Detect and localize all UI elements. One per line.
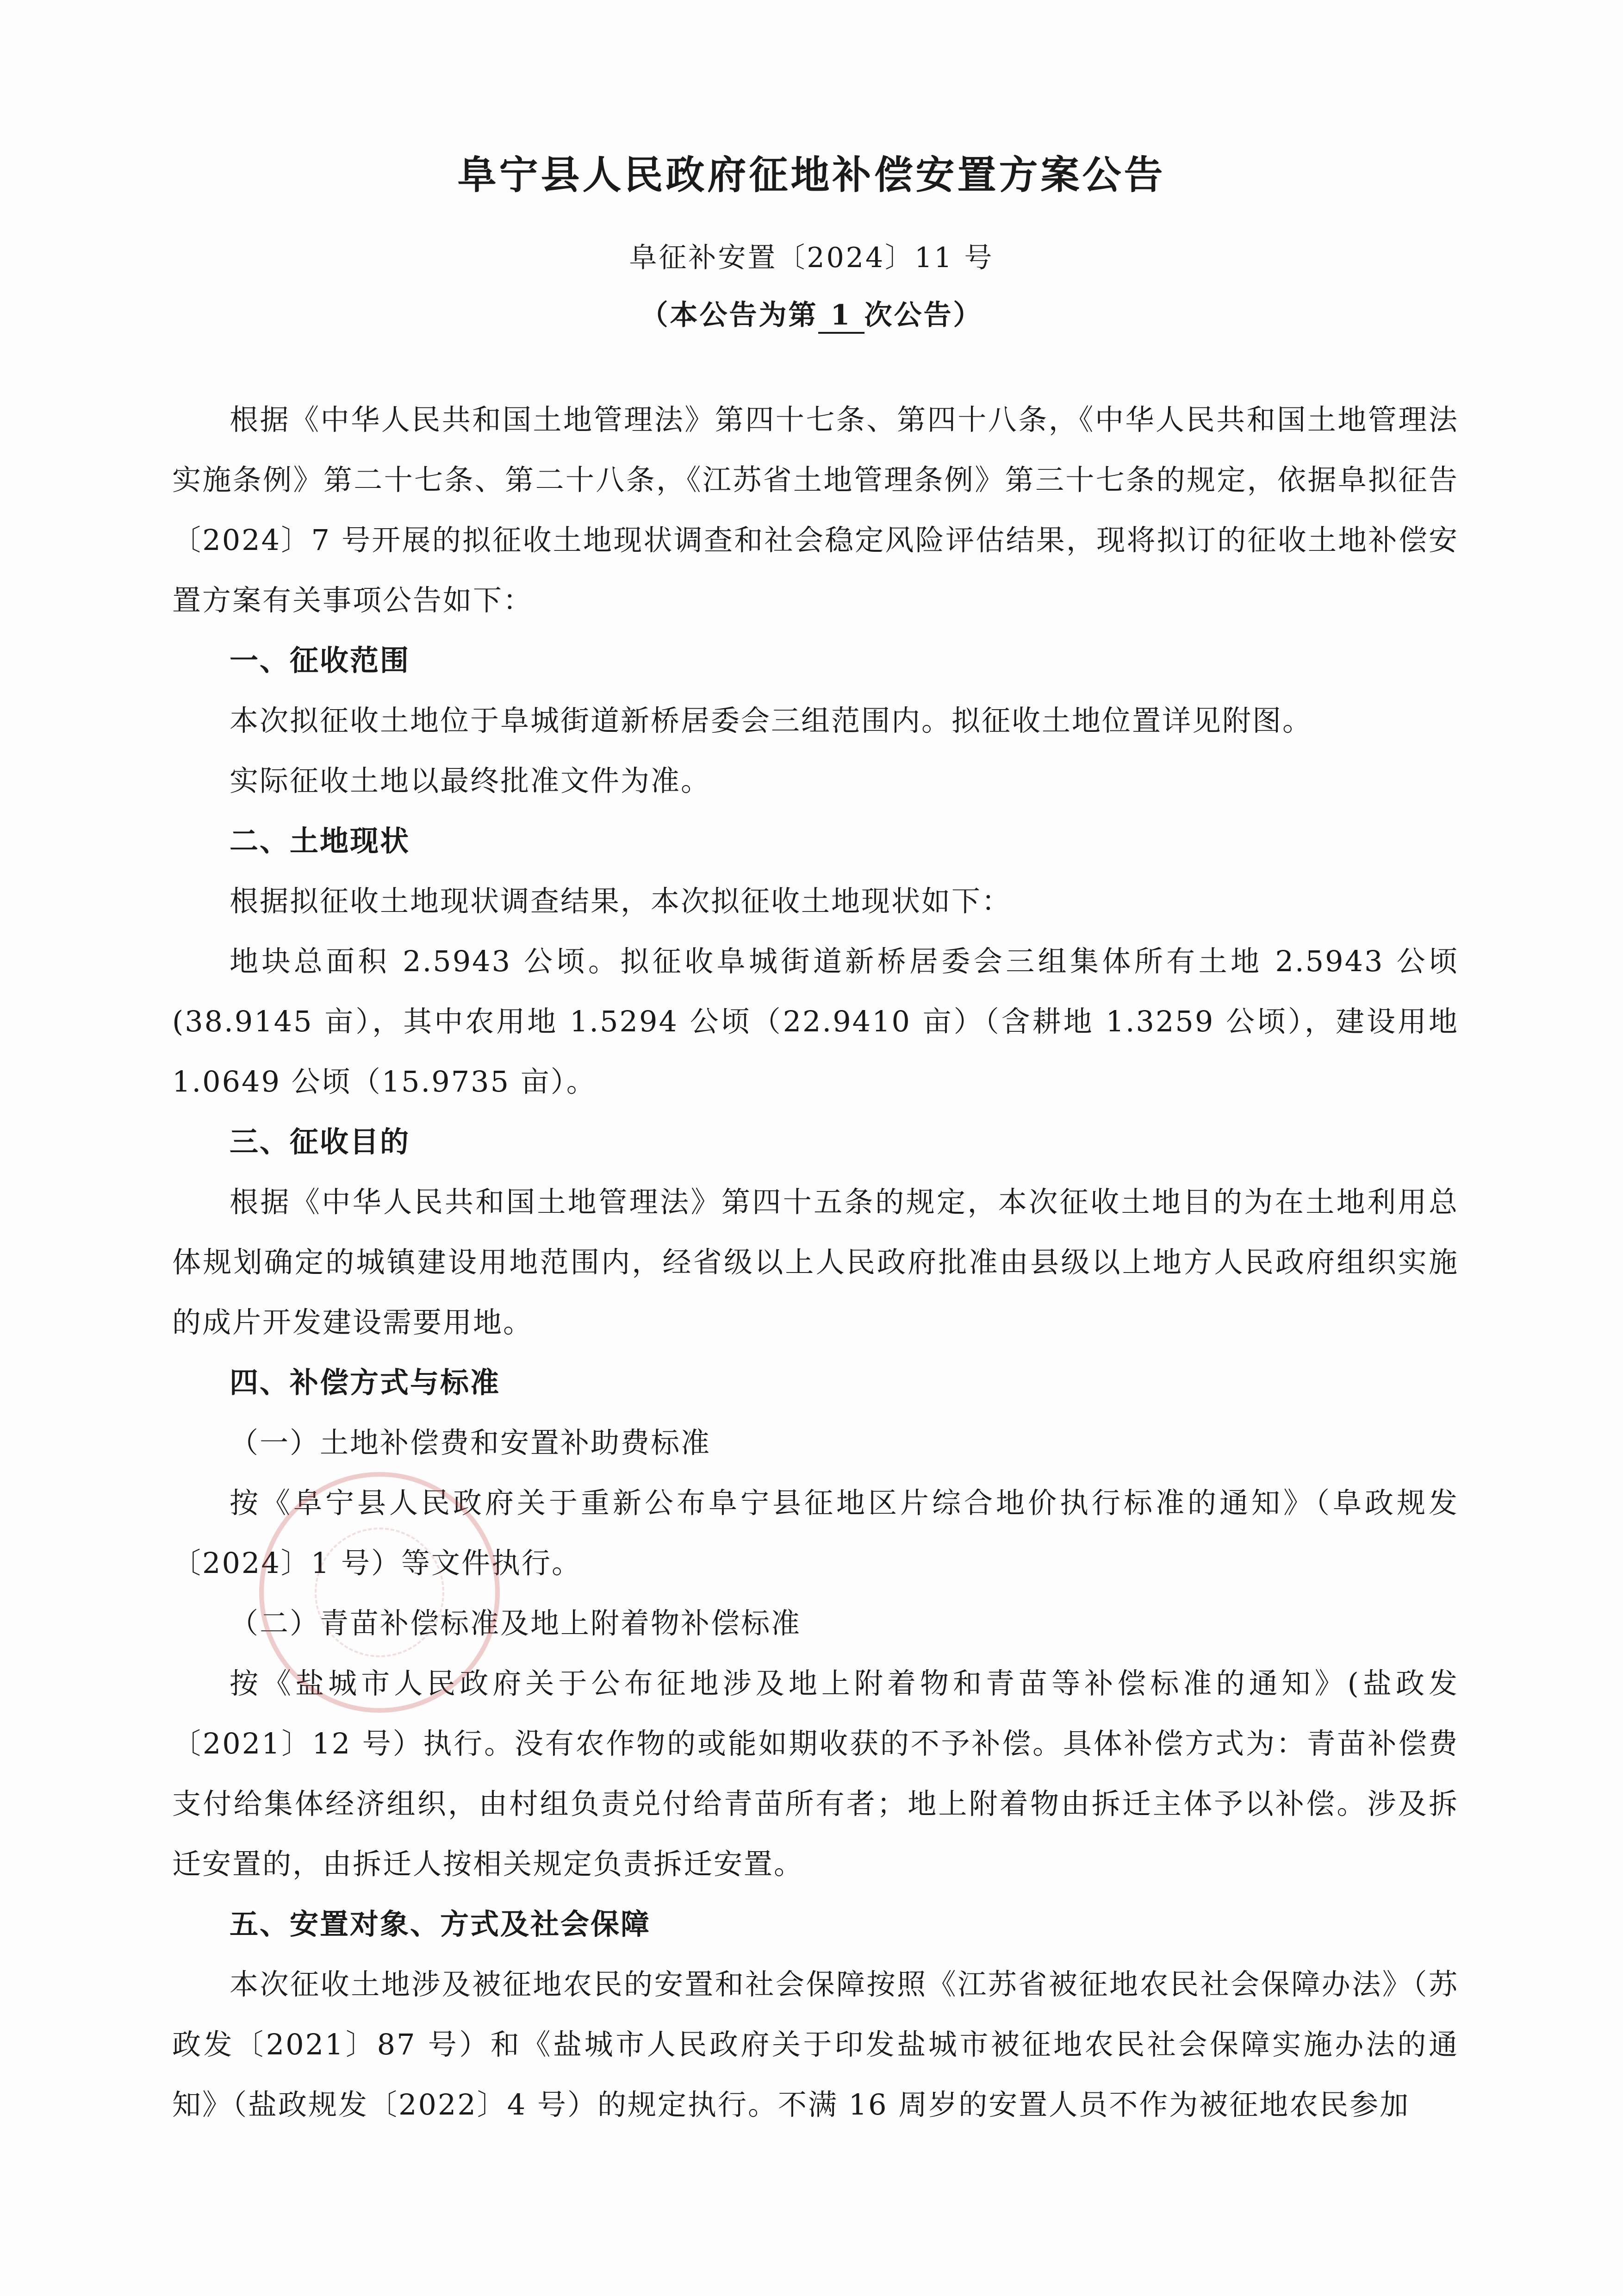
land-status-paragraph-1: 根据拟征收土地现状调查结果，本次拟征收土地现状如下：	[230, 884, 1012, 918]
notice-count-suffix: 次公告）	[864, 299, 983, 331]
notice-count-number: 1	[818, 299, 864, 334]
document-number: 阜征补安置〔2024〕11 号	[629, 242, 994, 274]
intro-paragraph: 根据《中华人民共和国土地管理法》第四十七条、第四十八条，《中华人民共和国土地管理法实施条例》第二十七条、第二十八条，《江苏省土地管理条例》第三十七条的规定，依据阜拟征告〔2024〕7 号开展的拟征收土地现状调查和社会稳定风险评估结果，现将拟订的征收土地补偿安置方案有关事项公告如下：	[172, 403, 1459, 617]
subheading-crop-compensation: （二）青苗补偿标准及地上附着物补偿标准	[230, 1606, 802, 1640]
scope-paragraph-1: 本次拟征收土地位于阜城街道新桥居委会三组范围内。拟征收土地位置详见附图。	[230, 704, 1313, 737]
section-heading-purpose: 三、征收目的	[230, 1125, 410, 1159]
subheading-land-compensation: （一）土地补偿费和安置补助费标准	[230, 1426, 711, 1460]
land-compensation-paragraph: 按《阜宁县人民政府关于重新公布阜宁县征地区片综合地价执行标准的通知》（阜政规发〔2024〕1 号）等文件执行。	[172, 1486, 1459, 1580]
land-status-paragraph-2: 地块总面积 2.5943 公顷。拟征收阜城街道新桥居委会三组集体所有土地 2.5943 公顷(38.9145 亩），其中农用地 1.5294 公顷（22.9410 亩）（含耕地 1.3259 公顷），建设用地 1.0649 公顷（15.9735 亩）。	[172, 944, 1459, 1098]
notice-count	[0, 294, 1623, 336]
section-heading-scope: 一、征收范围	[230, 643, 410, 677]
notice-count-prefix: （本公告为第	[640, 299, 818, 331]
section-heading-compensation: 四、补偿方式与标准	[230, 1366, 501, 1399]
document-body	[172, 390, 1459, 2135]
resettlement-paragraph: 本次征收土地涉及被征地农民的安置和社会保障按照《江苏省被征地农民社会保障办法》（苏政发〔2021〕87 号）和《盐城市人民政府关于印发盐城市被征地农民社会保障实施办法的通知》（盐政规发〔2022〕4 号）的规定执行。不满 16 周岁的安置人员不作为被征地农民参加	[172, 1967, 1459, 2121]
purpose-paragraph: 根据《中华人民共和国土地管理法》第四十五条的规定，本次征收土地目的为在土地利用总体规划确定的城镇建设用地范围内，经省级以上人民政府批准由县级以上地方人民政府组织实施的成片开发建设需要用地。	[172, 1185, 1459, 1339]
section-heading-resettlement: 五、安置对象、方式及社会保障	[230, 1907, 651, 1941]
scope-paragraph-2: 实际征收土地以最终批准文件为准。	[230, 764, 711, 798]
crop-compensation-paragraph: 按《盐城市人民政府关于公布征地涉及地上附着物和青苗等补偿标准的通知》(盐政发〔2021〕12 号）执行。没有农作物的或能如期收获的不予补偿。具体补偿方式为：青苗补偿费支付给集体经济组织，由村组负责兑付给青苗所有者；地上附着物由拆迁主体予以补偿。涉及拆迁安置的，由拆迁人按相关规定负责拆迁安置。	[172, 1666, 1459, 1881]
section-heading-land-status: 二、土地现状	[230, 824, 410, 858]
document-title: 阜宁县人民政府征地补偿安置方案公告	[457, 152, 1166, 198]
